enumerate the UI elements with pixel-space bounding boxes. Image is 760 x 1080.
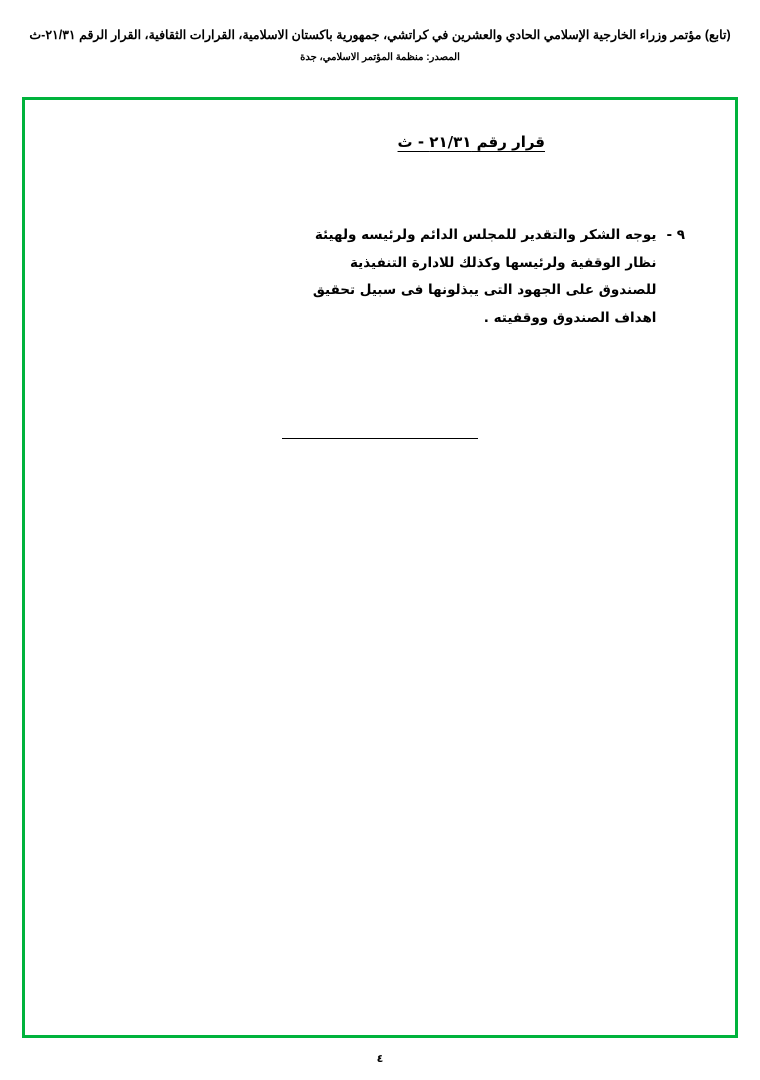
resolution-title: قرار رقم ٢١/٣١ - ث bbox=[397, 133, 545, 151]
header-title-line: (تابع) مؤتمر وزراء الخارجية الإسلامي الحادي والعشرين في كراتشي، جمهورية باكستان الاسلامية، القرارات الثقافية، القرار الرقم ٢١/٣١-ث bbox=[29, 28, 731, 42]
scanned-page-content bbox=[25, 100, 735, 1035]
clause-text bbox=[115, 222, 656, 333]
header-source-line: المصدر: ‏منظمة المؤتمر الاسلامي، جدة‏ bbox=[300, 51, 460, 63]
clause-line: يوجه الشكر والتقدير للمجلس الدائم ولرئيسه ولهيئة bbox=[314, 227, 657, 243]
resolution-clause bbox=[115, 222, 685, 333]
scanned-page-frame bbox=[22, 97, 738, 1038]
page-number: ٤ bbox=[376, 1052, 384, 1065]
document-header bbox=[0, 26, 760, 63]
clause-line: نظار الوقفية ولرئيسها وكذلك للادارة التنفيذية bbox=[350, 254, 657, 271]
clause-number: ٩ - bbox=[666, 227, 685, 243]
clause-line: للصندوق على الجهود التى يبذلونها فى سبيل تحقيق bbox=[312, 282, 657, 299]
clause-line: اهداف الصندوق ووقفيته . bbox=[483, 310, 657, 327]
horizontal-rule-divider bbox=[282, 438, 478, 439]
